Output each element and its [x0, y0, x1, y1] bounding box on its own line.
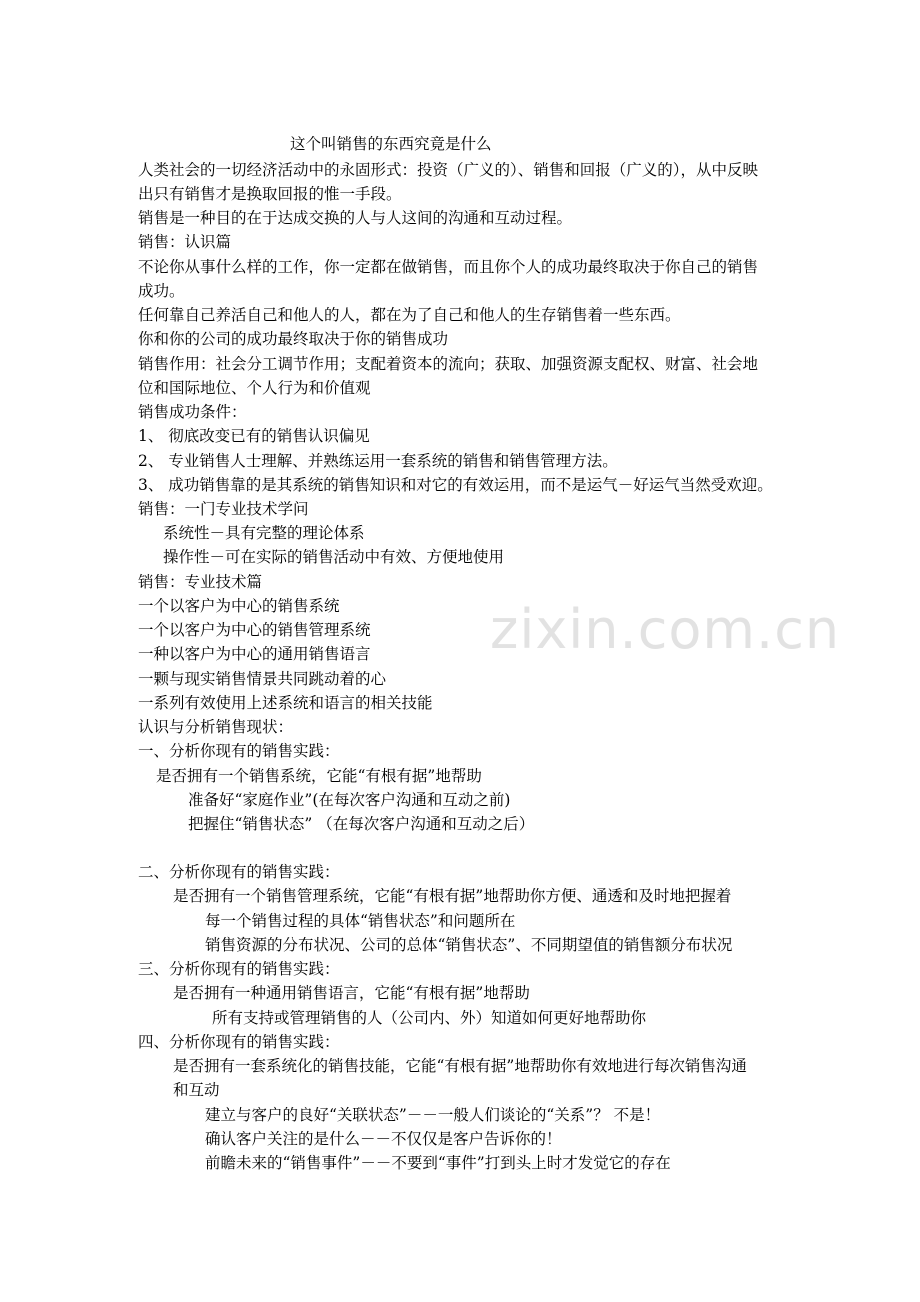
subsection-heading: 一、分析你现有的销售实践：: [138, 742, 340, 760]
list-item: 3、 成功销售靠的是其系统的销售知识和对它的有效运用，而不是运气－好运气当然受欢迎。: [138, 476, 773, 494]
paragraph-line: 是否拥有一套系统化的销售技能，它能“有根有据”地帮助你有效地进行每次销售沟通: [173, 1057, 747, 1075]
paragraph-line: 任何靠自己养活自己和他人的人，都在为了自己和他人的生存销售着一些东西。: [138, 306, 681, 324]
paragraph-line: 销售作用：社会分工调节作用；支配着资本的流向；获取、加强资源支配权、财富、社会地: [138, 355, 759, 373]
list-item: 1、 彻底改变已有的销售认识偏见: [138, 427, 370, 445]
paragraph-line: 销售是一种目的在于达成交换的人与人这间的沟通和互动过程。: [138, 209, 573, 227]
list-item: 一种以客户为中心的通用销售语言: [138, 645, 371, 663]
list-item: 一个以客户为中心的销售管理系统: [138, 621, 371, 639]
subsection-heading: 四、分析你现有的销售实践：: [138, 1033, 340, 1051]
paragraph-line: 准备好“家庭作业”(在每次客户沟通和互动之前): [188, 791, 511, 809]
list-item: 一颗与现实销售情景共同跳动着的心: [138, 670, 387, 688]
subsection-heading: 三、分析你现有的销售实践：: [138, 960, 340, 978]
paragraph-line: 是否拥有一个销售系统，它能“有根有据”地帮助: [156, 767, 482, 785]
section-heading: 认识与分析销售现状：: [138, 718, 294, 736]
paragraph-line: 建立与客户的良好“关联状态”－－一般人们谈论的“关系”？ 不是！: [205, 1106, 661, 1124]
paragraph-line: 是否拥有一种通用销售语言，它能“有根有据”地帮助: [173, 984, 530, 1002]
paragraph-line: 所有支持或管理销售的人（公司内、外）知道如何更好地帮助你: [212, 1009, 647, 1027]
paragraph-line: 前瞻未来的“销售事件”－－不要到“事件”打到头上时才发觉它的存在: [205, 1154, 671, 1172]
paragraph-line: 不论你从事什么样的工作，你一定都在做销售，而且你个人的成功最终取决于你自己的销售: [138, 258, 759, 276]
list-item: 2、 专业销售人士理解、并熟练运用一套系统的销售和销售管理方法。: [138, 452, 618, 470]
section-heading: 销售：专业技术篇: [138, 573, 263, 591]
paragraph-line: 你和你的公司的成功最终取决于你的销售成功: [138, 330, 449, 348]
list-item: 一系列有效使用上述系统和语言的相关技能: [138, 694, 433, 712]
paragraph-line: 是否拥有一个销售管理系统，它能“有根有据”地帮助你方便、通透和及时地把握着: [173, 887, 732, 905]
paragraph-line: 每一个销售过程的具体“销售状态”和问题所在: [205, 912, 516, 930]
list-item: 一个以客户为中心的销售系统: [138, 597, 340, 615]
paragraph-line: 位和国际地位、个人行为和价值观: [138, 379, 371, 397]
paragraph-line: 出只有销售才是换取回报的惟一手段。: [138, 185, 402, 203]
section-heading: 销售：一门专业技术学问: [138, 500, 309, 518]
paragraph-line: 操作性－可在实际的销售活动中有效、方便地使用: [163, 548, 505, 566]
watermark: zixin.com.cn: [490, 598, 841, 661]
paragraph-line: 销售资源的分布状况、公司的总体“销售状态”、不同期望值的销售额分布状况: [205, 936, 733, 954]
subsection-heading: 二、分析你现有的销售实践：: [138, 863, 340, 881]
paragraph-line: 和互动: [173, 1081, 220, 1099]
document-title: 这个叫销售的东西究竟是什么: [290, 135, 492, 153]
section-heading: 销售：认识篇: [138, 233, 232, 251]
paragraph-line: 系统性－具有完整的理论体系: [163, 524, 365, 542]
paragraph-line: 成功。: [138, 282, 185, 300]
paragraph-line: 确认客户关注的是什么－－不仅仅是客户告诉你的！: [205, 1130, 562, 1148]
paragraph-line: 人类社会的一切经济活动中的永固形式：投资（广义的）、销售和回报（广义的），从中反映: [138, 161, 759, 179]
paragraph-line: 把握住“销售状态” （在每次客户沟通和互动之后）: [188, 815, 535, 833]
section-heading: 销售成功条件：: [138, 403, 247, 421]
